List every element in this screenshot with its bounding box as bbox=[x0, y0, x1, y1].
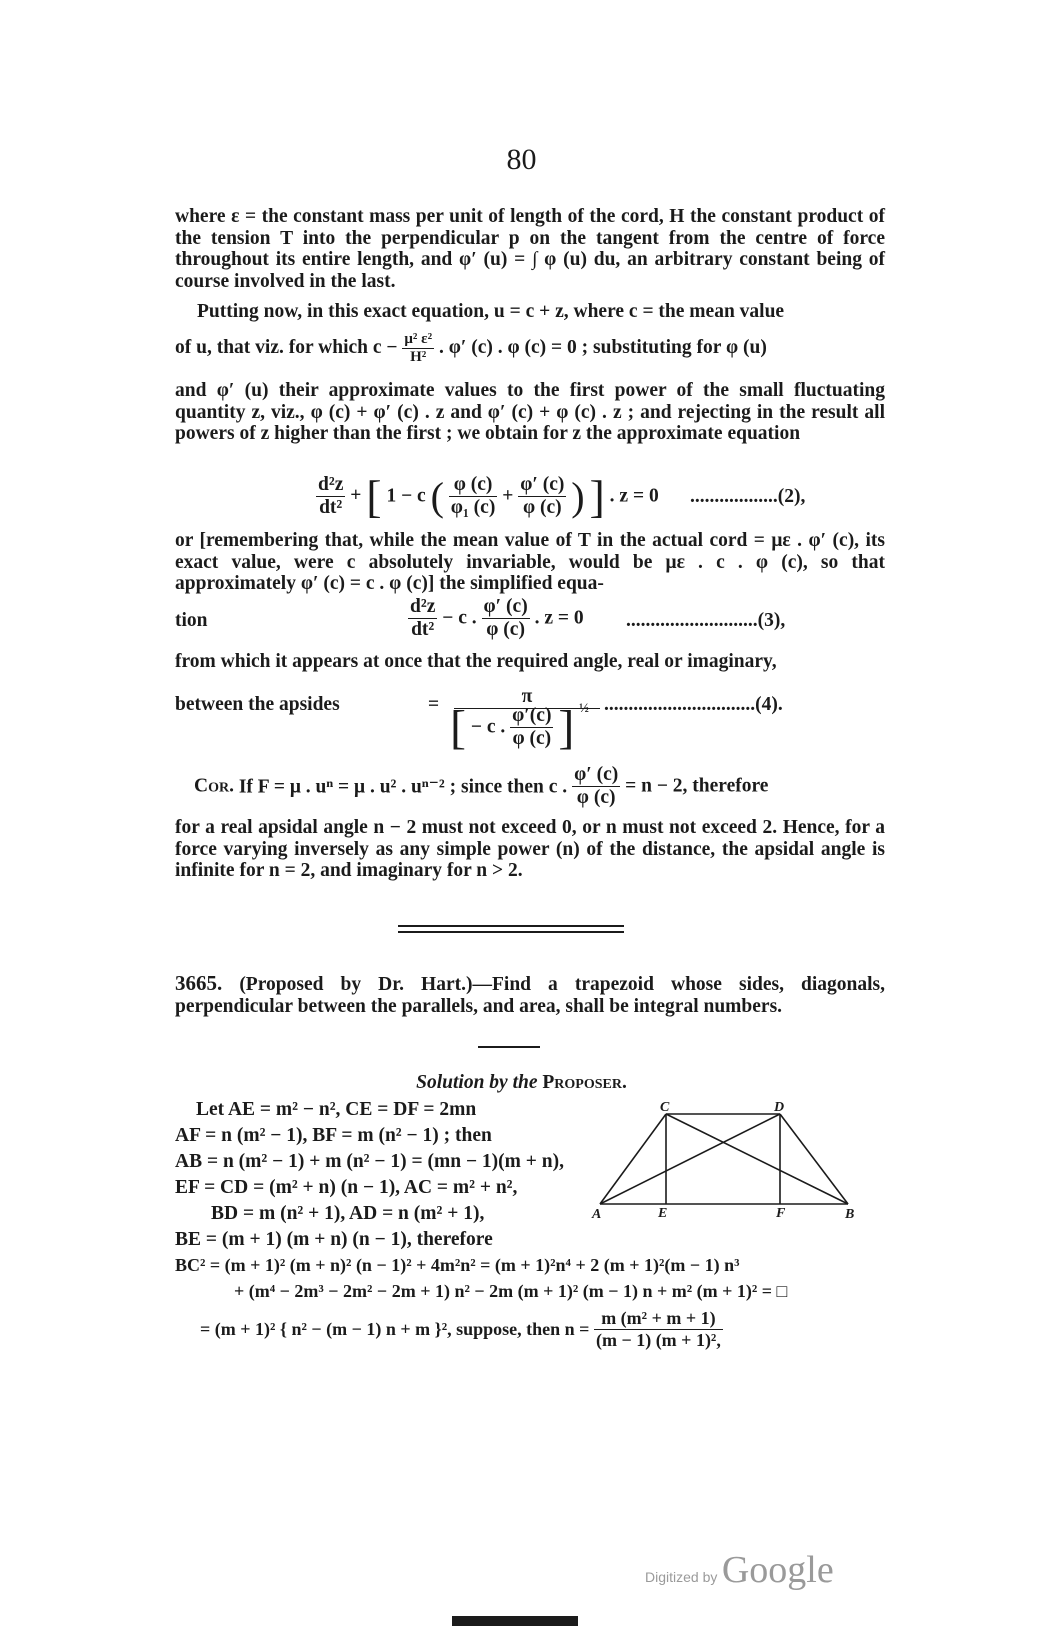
phi-over-phi1-fraction bbox=[449, 474, 498, 519]
denominator: φ (c) bbox=[512, 728, 552, 749]
open-bracket: [ bbox=[366, 471, 382, 522]
solution-line-2: AF = n (m² − 1), BF = m (n² − 1) ; then bbox=[175, 1125, 492, 1146]
equation-3-leader bbox=[626, 610, 785, 632]
close-bracket: ] bbox=[558, 701, 575, 754]
numerator: φ (c) bbox=[449, 474, 498, 497]
solution-heading-proposer: Proposer. bbox=[542, 1072, 627, 1093]
trapezoid-figure bbox=[590, 1100, 865, 1220]
double-rule-bottom bbox=[398, 931, 624, 933]
denominator: (m − 1) (m + 1)², bbox=[595, 1330, 721, 1350]
phiprime-over-phi-fraction bbox=[518, 474, 566, 519]
solution-line-1: Let AE = m² − n², CE = DF = 2mn bbox=[196, 1099, 477, 1120]
fraction-numerator: μ² ε² bbox=[404, 331, 433, 347]
open-paren: ( bbox=[430, 474, 444, 519]
label-E: E bbox=[658, 1206, 668, 1220]
phiprime-over-phi-fraction bbox=[482, 596, 530, 641]
denominator: φ₁ (c) bbox=[450, 497, 496, 518]
phiprime-over-phi-fraction bbox=[510, 705, 553, 750]
double-rule-top bbox=[398, 925, 624, 927]
para5-line: from which it appears at once that the required angle, real or imaginary, bbox=[175, 651, 777, 672]
diagonal-AD bbox=[600, 1114, 780, 1204]
solution-line-3: AB = n (m² − 1) + m (n² − 1) = (mn − 1)(m + n), bbox=[175, 1151, 564, 1172]
equals-zero: . z = 0 bbox=[534, 607, 584, 629]
leader-dots: .................. bbox=[690, 486, 778, 507]
paragraph-cord-definition bbox=[175, 206, 885, 292]
problem-text: —Find a trapezoid whose sides, diagonals, perpendicular between the parallels, and area, shall be integral numbers. bbox=[175, 974, 885, 1017]
equation-4-denominator bbox=[450, 700, 589, 755]
solution-line-7: BC² = (m + 1)² (m + n)² (n − 1)² + 4m²n² = (m + 1)²n⁴ + 2 (m + 1)²(m − 1) n³ bbox=[175, 1255, 740, 1275]
fraction-denominator: H² bbox=[410, 349, 427, 365]
minus-c: − c . bbox=[470, 716, 506, 738]
numerator: d²z bbox=[318, 474, 344, 495]
solution-line-6: BE = (m + 1) (m + n) (n − 1), therefore bbox=[175, 1229, 493, 1250]
label-A: A bbox=[592, 1207, 602, 1220]
bottom-edge-bar bbox=[452, 1616, 578, 1626]
numerator: m (m² + m + 1) bbox=[594, 1308, 723, 1330]
solution-line-8: + (m⁴ − 2m³ − 2m² − 2m + 1) n² − 2m (m + 1)² (m − 1) n + m² (m + 1)² = □ bbox=[234, 1281, 788, 1301]
side-AC bbox=[600, 1114, 666, 1204]
half-exponent: ½ bbox=[579, 700, 589, 715]
denominator: φ (c) bbox=[576, 787, 616, 808]
solution-heading-italic: Solution by the bbox=[416, 1072, 538, 1093]
para1-text: where ε = the constant mass per unit of length of the cord, H the constant product of the tension T into the perpendicular p on the tangent from the centre of force throughout its entire length, and φ′ (u) = ∫ φ (u) du, an arbitrary constant being of course involved in the last. bbox=[175, 206, 885, 292]
equals-zero: . z = 0 bbox=[609, 485, 659, 507]
solution-heading bbox=[0, 1072, 1043, 1094]
numerator: φ′ (c) bbox=[574, 764, 619, 785]
problem-number: 3665. bbox=[175, 971, 223, 995]
open-bracket: [ bbox=[450, 701, 466, 754]
denominator: dt² bbox=[411, 619, 435, 640]
label-C: C bbox=[660, 1100, 670, 1115]
close-paren: ) bbox=[571, 474, 585, 519]
equation-number: (2), bbox=[777, 486, 806, 507]
equation-number: (4). bbox=[755, 694, 783, 715]
numerator: φ′ (c) bbox=[520, 474, 565, 495]
denominator: φ (c) bbox=[486, 619, 525, 640]
digitized-by-google-watermark bbox=[645, 1548, 834, 1592]
pi-numerator: π bbox=[454, 686, 600, 709]
solution-line-5: BD = m (n² + 1), AD = n (m² + 1), bbox=[211, 1203, 485, 1224]
mu-eps-over-h-fraction bbox=[402, 331, 434, 366]
equation-3 bbox=[408, 596, 584, 641]
one-minus-c: 1 − c bbox=[386, 485, 426, 507]
equation-number: (3), bbox=[757, 610, 786, 631]
leader-dots: ............................... bbox=[604, 694, 756, 715]
problem-proposer: (Proposed by Dr. Hart.) bbox=[239, 974, 473, 995]
para6-text: for a real apsidal angle n − 2 must not exceed 0, or n must not exceed 2. Hence, for a force varying inversely as any simple power (n) of the distance, the apsidal angle is infinite for n = 2, and imaginary for n > 2. bbox=[175, 817, 885, 882]
minus-c: − c . bbox=[442, 607, 477, 629]
label-D: D bbox=[774, 1100, 785, 1115]
corollary bbox=[194, 764, 768, 809]
plus-sign: + bbox=[350, 484, 362, 506]
plus-sign: + bbox=[502, 485, 514, 507]
diagonal-CB bbox=[666, 1114, 848, 1204]
equation-2 bbox=[316, 470, 659, 530]
para2-second-line bbox=[175, 331, 885, 366]
d2z-dt2-fraction bbox=[316, 474, 345, 519]
label-B: B bbox=[845, 1207, 855, 1220]
numerator: φ′ (c) bbox=[483, 596, 528, 617]
label-F: F bbox=[776, 1206, 786, 1220]
watermark-small-text: Digitized by bbox=[645, 1569, 718, 1585]
paragraph-remembering bbox=[175, 530, 885, 595]
side-DB bbox=[780, 1114, 848, 1204]
page-number: 80 bbox=[506, 143, 537, 176]
paragraph-apsidal bbox=[175, 817, 885, 882]
cor-fraction bbox=[572, 764, 620, 809]
para2-first-line: Putting now, in this exact equation, u = c + z, where c = the mean value bbox=[197, 301, 785, 322]
d2z-dt2-fraction bbox=[408, 596, 437, 641]
equation-4-equals: = bbox=[428, 694, 440, 715]
equation-2-leader bbox=[690, 486, 805, 508]
problem-3665 bbox=[175, 973, 885, 1017]
solution-line-9 bbox=[200, 1308, 723, 1351]
line9-left: = (m + 1)² { n² − (m − 1) n + m }², suppose, then n = bbox=[200, 1319, 590, 1339]
para4-text: or [remembering that, while the mean value of T in the actual cord = με . φ′ (c), its exact value, were c absolutely invariable, would be με . c . φ (c), so that approximately φ′ (c) = c . φ (c)] the simplified equa- bbox=[175, 530, 885, 595]
para2-left: of u, that viz. for which c − bbox=[175, 336, 398, 358]
numerator: d²z bbox=[410, 596, 436, 617]
denominator: dt² bbox=[319, 497, 343, 518]
cor-right: = n − 2, therefore bbox=[625, 775, 769, 797]
para2-right: . φ′ (c) . φ (c) = 0 ; substituting for φ (u) bbox=[438, 336, 767, 358]
cor-label: Cor. bbox=[194, 775, 234, 797]
paragraph-approximation bbox=[175, 380, 885, 445]
equation-4-label: between the apsides bbox=[175, 694, 340, 715]
close-bracket: ] bbox=[589, 471, 605, 522]
cor-left: If F = μ . uⁿ = μ . u² . uⁿ⁻² ; since then c . bbox=[238, 776, 568, 798]
equation-3-label: tion bbox=[175, 610, 208, 631]
short-rule bbox=[478, 1046, 540, 1048]
equation-4-leader bbox=[604, 694, 783, 716]
denominator: φ (c) bbox=[522, 497, 562, 518]
leader-dots: ........................... bbox=[626, 610, 758, 631]
para3-text: and φ′ (u) their approximate values to the first power of the small fluctuating quantity z, viz., φ (c) + φ′ (c) . z and φ′ (c) + φ (c) . z ; and rejecting in the result all powers of z higher than the first ; we obtain for z the approximate equation bbox=[175, 380, 885, 445]
numerator: φ′(c) bbox=[512, 705, 552, 726]
n-solution-fraction bbox=[594, 1308, 723, 1351]
solution-line-4: EF = CD = (m² + n) (n − 1), AC = m² + n², bbox=[175, 1177, 518, 1198]
watermark-google-text: Google bbox=[721, 1549, 834, 1591]
